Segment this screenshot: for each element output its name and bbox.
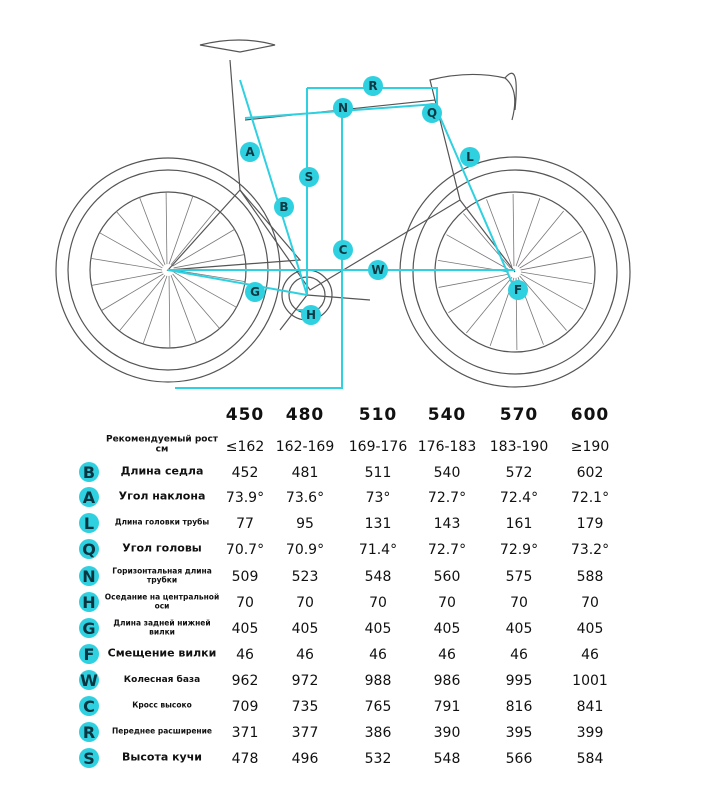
cell-value: 841 [576,699,604,715]
cell-value: 390 [433,725,461,741]
cell-value: 548 [433,751,461,767]
diagram-label-w: W [368,260,388,280]
spoke [520,231,582,268]
row-letter-badge: F [79,644,99,664]
row-label: Колесная база [123,674,201,685]
cell-value: 399 [576,725,604,741]
spoke [521,274,584,309]
cell-value: 72.4° [499,490,539,506]
cell-value: 405 [291,621,319,637]
cell-value: 70.7° [225,542,265,558]
cell-value: 816 [505,699,533,715]
cell-value: 70 [510,595,528,611]
row-label: Кросс высоко [132,700,192,710]
row-letter-badge: A [79,487,99,507]
cell-value: 735 [291,699,319,715]
spoke [174,255,245,268]
row-letter-badge: W [80,670,98,690]
cell-value: 386 [364,725,392,741]
cell-value: 46 [581,647,599,663]
cell-value: 377 [291,725,319,741]
cell-value: 73.9° [225,490,265,506]
cell-value: 179 [576,516,604,532]
cell-value: 540 [433,465,461,481]
cell-value: ≥190 [570,439,610,455]
cell-value: 560 [433,569,461,585]
diagram-label-q: Q [422,103,442,123]
spoke [92,272,163,285]
row-label: Рекомендуемый рост см [105,434,219,455]
cell-value: 143 [433,516,461,532]
spoke [173,274,220,329]
cell-value: 72.7° [427,542,467,558]
cell-value: 548 [364,569,392,585]
cell-value: 995 [505,673,533,689]
row-label: Длина седла [120,464,204,478]
row-label: Смещение вилки [107,646,217,660]
cell-value: 588 [576,569,604,585]
cell-value: 46 [236,647,254,663]
cell-value: 791 [433,699,461,715]
geometry-lines [168,80,515,388]
cell-value: 71.4° [358,542,398,558]
row-label: Оседание на центральной оси [104,592,220,610]
diagram-label-h: H [301,305,321,325]
row-letter-badge: H [79,592,99,612]
row-letter-badge: L [79,513,99,533]
cell-value: 575 [505,569,533,585]
row-letter-badge: S [79,748,99,768]
cell-value: 511 [364,465,392,481]
cell-value: 405 [231,621,259,637]
spoke [119,275,165,331]
cell-value: 169-176 [348,439,408,455]
spoke [521,257,592,270]
cell-value: 73° [365,490,391,506]
row-label: Угол наклона [118,489,206,503]
cell-value: 584 [576,751,604,767]
cell-value: 371 [231,725,259,741]
cell-value: 161 [505,516,533,532]
cell-value: 70 [581,595,599,611]
spoke [521,272,592,284]
row-label: Высота кучи [122,750,202,764]
row-label: Горизонтальная длина трубки [112,566,212,584]
row-label: Переднее расширение [112,726,212,736]
cell-value: 1001 [572,673,608,689]
spoke [513,194,514,266]
spoke [91,258,162,270]
cell-value: 70 [236,595,254,611]
cell-value: 405 [364,621,392,637]
cell-value: 478 [231,751,259,767]
cell-value: 73.6° [285,490,325,506]
cell-value: 72.9° [499,542,539,558]
spoke [516,198,540,266]
spoke [463,213,510,268]
size-540: 540 [427,405,467,425]
spoke [143,276,167,344]
cell-value: 452 [231,465,259,481]
spoke [174,270,245,282]
diagram-label-a: A [240,142,260,162]
row-label: Длина задней нижней вилки [113,618,211,636]
cell-value: 72.7° [427,490,467,506]
row-letter-badge: G [79,618,99,638]
diagram-label-r: R [363,76,383,96]
row-letter-badge: R [79,722,99,742]
row-letter-badge: N [79,566,99,586]
cell-value: ≤162 [225,439,265,455]
cell-value: 988 [364,673,392,689]
cell-value: 70 [296,595,314,611]
spoke [173,229,235,266]
cell-value: 73.2° [570,542,610,558]
size-450: 450 [225,405,265,425]
size-480: 480 [285,405,325,425]
diagram-label-l: L [460,147,480,167]
cell-value: 46 [296,647,314,663]
cell-value: 405 [576,621,604,637]
row-label: Длина головки трубы [114,517,210,527]
diagram-label-g: G [245,282,265,302]
cell-value: 183-190 [489,439,549,455]
cell-value: 405 [505,621,533,637]
row-letter-badge: Q [79,539,99,559]
spoke [116,211,163,266]
cell-value: 176-183 [417,439,477,455]
cell-value: 509 [231,569,259,585]
spoke [466,277,512,333]
spoke [101,274,163,311]
diagram-label-f: F [508,280,528,300]
size-510: 510 [358,405,398,425]
cell-value: 77 [236,516,254,532]
cell-value: 972 [291,673,319,689]
cell-value: 405 [433,621,461,637]
cell-value: 481 [291,465,319,481]
cell-value: 395 [505,725,533,741]
cell-value: 572 [505,465,533,481]
cell-value: 962 [231,673,259,689]
cell-value: 95 [296,516,314,532]
size-570: 570 [499,405,539,425]
diagram-label-s: S [299,167,319,187]
spoke [448,276,510,313]
spoke [171,275,196,342]
diagram-label-b: B [274,197,294,217]
spoke [140,197,165,264]
cell-value: 566 [505,751,533,767]
cell-value: 46 [438,647,456,663]
spoke [169,276,170,348]
spoke [439,274,510,287]
cell-value: 46 [510,647,528,663]
cell-value: 765 [364,699,392,715]
cell-value: 70 [369,595,387,611]
cell-value: 532 [364,751,392,767]
cell-value: 46 [369,647,387,663]
spoke [171,209,217,265]
cell-value: 709 [231,699,259,715]
diagram-label-n: N [333,98,353,118]
spoke [166,192,167,264]
spoke [100,233,163,268]
row-letter-badge: B [79,462,99,482]
diagram-label-c: C [333,240,353,260]
spoke [518,211,564,267]
cell-value: 986 [433,673,461,689]
spoke [169,196,193,264]
row-label: Угол головы [122,541,202,555]
cell-value: 72.1° [570,490,610,506]
cell-value: 496 [291,751,319,767]
cell-value: 131 [364,516,392,532]
size-600: 600 [570,405,610,425]
cell-value: 162-169 [275,439,335,455]
cell-value: 70 [438,595,456,611]
cell-value: 523 [291,569,319,585]
cell-value: 602 [576,465,604,481]
row-letter-badge: C [79,696,99,716]
cell-value: 70.9° [285,542,325,558]
